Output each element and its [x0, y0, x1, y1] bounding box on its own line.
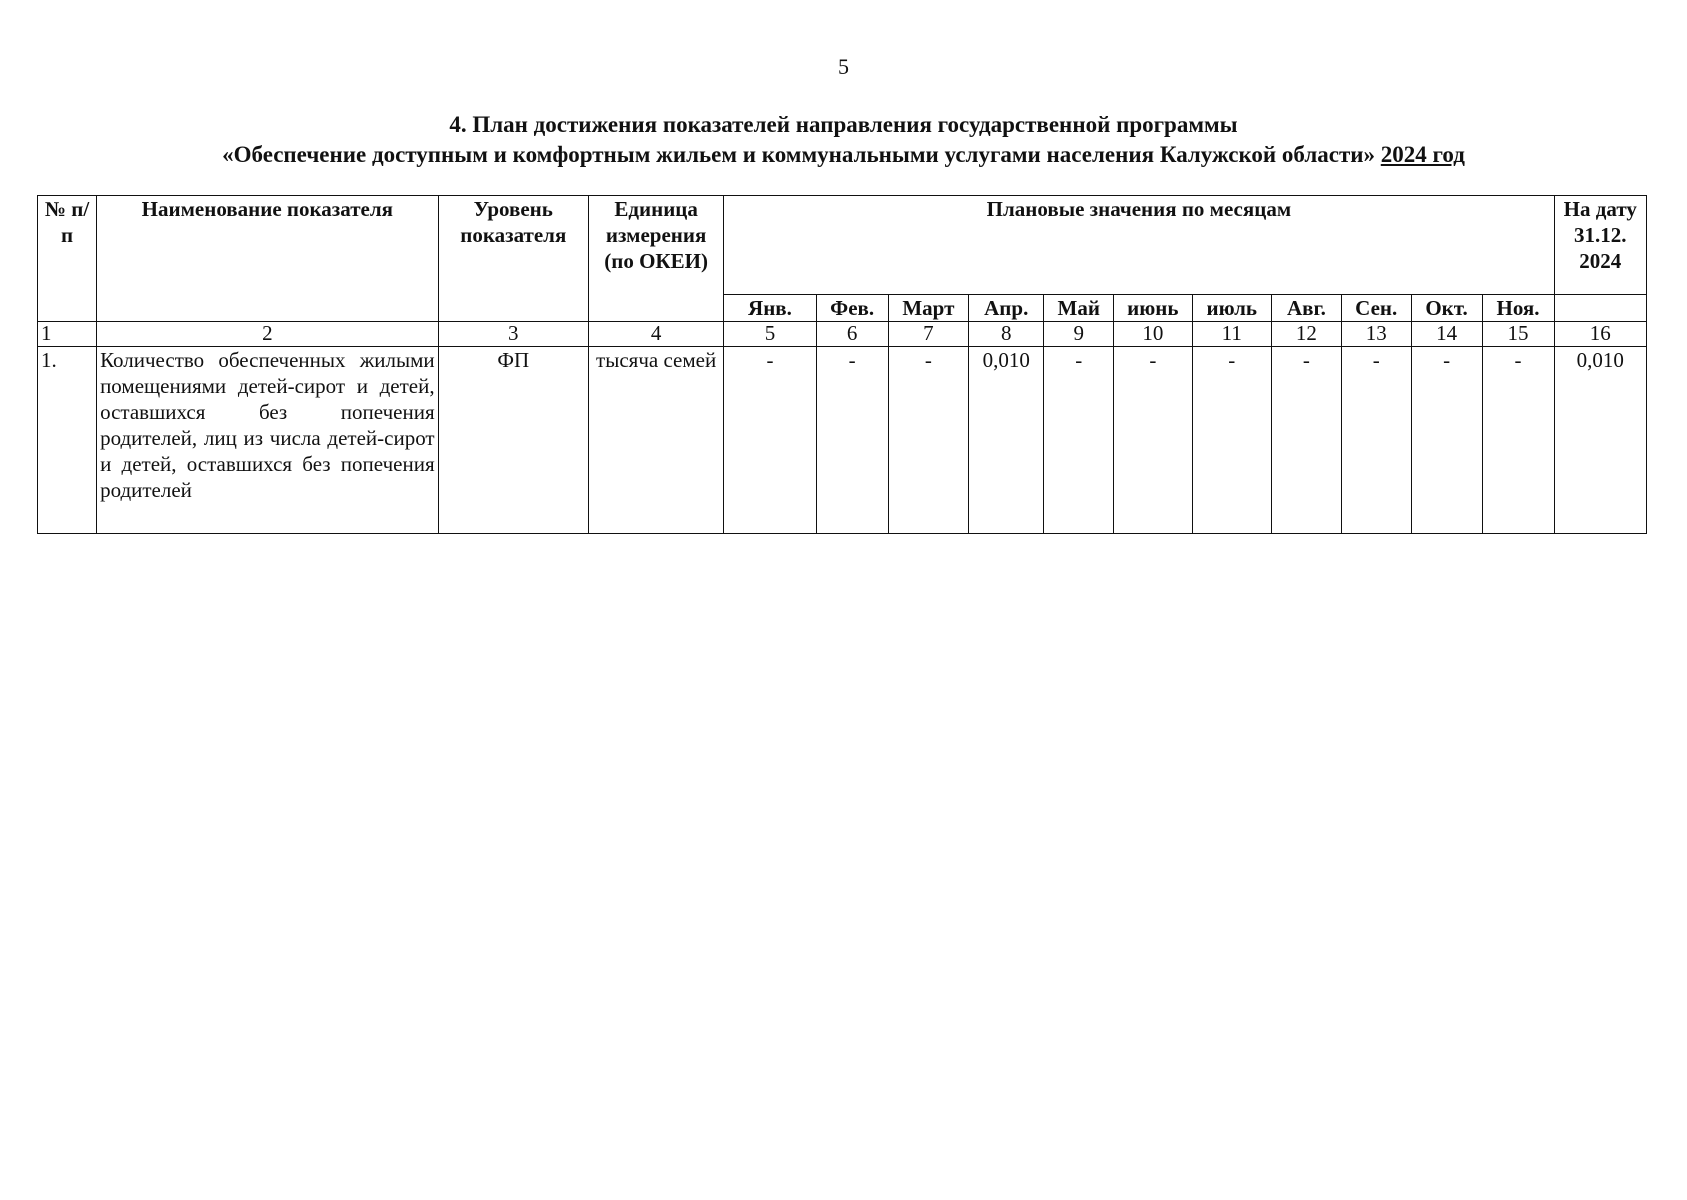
title-line-2 [0, 140, 1687, 170]
column-number: 5 [724, 322, 816, 347]
date-value: 0,010 [1554, 347, 1646, 534]
column-number: 4 [588, 322, 723, 347]
header-unit: Единица измерения (по ОКЕИ) [588, 196, 723, 322]
plan-table [37, 195, 1647, 534]
month-value: - [1411, 347, 1482, 534]
column-numbers-row [38, 322, 1647, 347]
month-value: 0,010 [969, 347, 1044, 534]
title-year: 2024 год [1380, 142, 1465, 167]
month-value: - [1192, 347, 1271, 534]
month-header: Апр. [969, 295, 1044, 322]
indicator-name: Количество обеспеченных жилыми помещениями детей-сирот и детей, оставшихся без попечения родителей, лиц из числа детей-сирот и детей, оставшихся без попечения родителей [97, 347, 439, 534]
header-monthly: Плановые значения по месяцам [724, 196, 1554, 295]
column-number: 1 [38, 322, 97, 347]
title-program-name: «Обеспечение доступным и комфортным жильем и коммунальными услугами населения Калужской области» [222, 142, 1376, 167]
month-header: Янв. [724, 295, 816, 322]
month-header: июнь [1114, 295, 1192, 322]
header-name: Наименование показателя [97, 196, 439, 322]
month-header-blank [1554, 295, 1646, 322]
column-number: 13 [1341, 322, 1411, 347]
month-value: - [1114, 347, 1192, 534]
page-number: 5 [838, 54, 849, 79]
column-number: 12 [1272, 322, 1342, 347]
month-value: - [1272, 347, 1342, 534]
column-number: 10 [1114, 322, 1192, 347]
month-header: Авг. [1272, 295, 1342, 322]
month-header: Ноя. [1482, 295, 1554, 322]
header-num: № п/п [38, 196, 97, 322]
column-number: 11 [1192, 322, 1271, 347]
indicator-level: ФП [438, 347, 588, 534]
header-level: Уровень показателя [438, 196, 588, 322]
indicator-unit: тысяча семей [588, 347, 723, 534]
month-value: - [1482, 347, 1554, 534]
row-num: 1. [38, 347, 97, 534]
month-header: Май [1044, 295, 1114, 322]
month-value: - [724, 347, 816, 534]
header-row [38, 196, 1647, 295]
column-number: 16 [1554, 322, 1646, 347]
column-number: 9 [1044, 322, 1114, 347]
document-title [0, 110, 1687, 170]
month-value: - [1044, 347, 1114, 534]
month-header: июль [1192, 295, 1271, 322]
month-header: Окт. [1411, 295, 1482, 322]
table-row [38, 347, 1647, 534]
title-line-1: 4. План достижения показателей направления государственной программы [449, 112, 1238, 137]
month-header: Фев. [816, 295, 888, 322]
column-number: 3 [438, 322, 588, 347]
month-header: Сен. [1341, 295, 1411, 322]
header-date: На дату 31.12. 2024 [1554, 196, 1646, 295]
column-number: 7 [888, 322, 969, 347]
column-number: 14 [1411, 322, 1482, 347]
month-header: Март [888, 295, 969, 322]
month-value: - [888, 347, 969, 534]
month-value: - [1341, 347, 1411, 534]
column-number: 15 [1482, 322, 1554, 347]
month-value: - [816, 347, 888, 534]
column-number: 6 [816, 322, 888, 347]
column-number: 2 [97, 322, 439, 347]
column-number: 8 [969, 322, 1044, 347]
